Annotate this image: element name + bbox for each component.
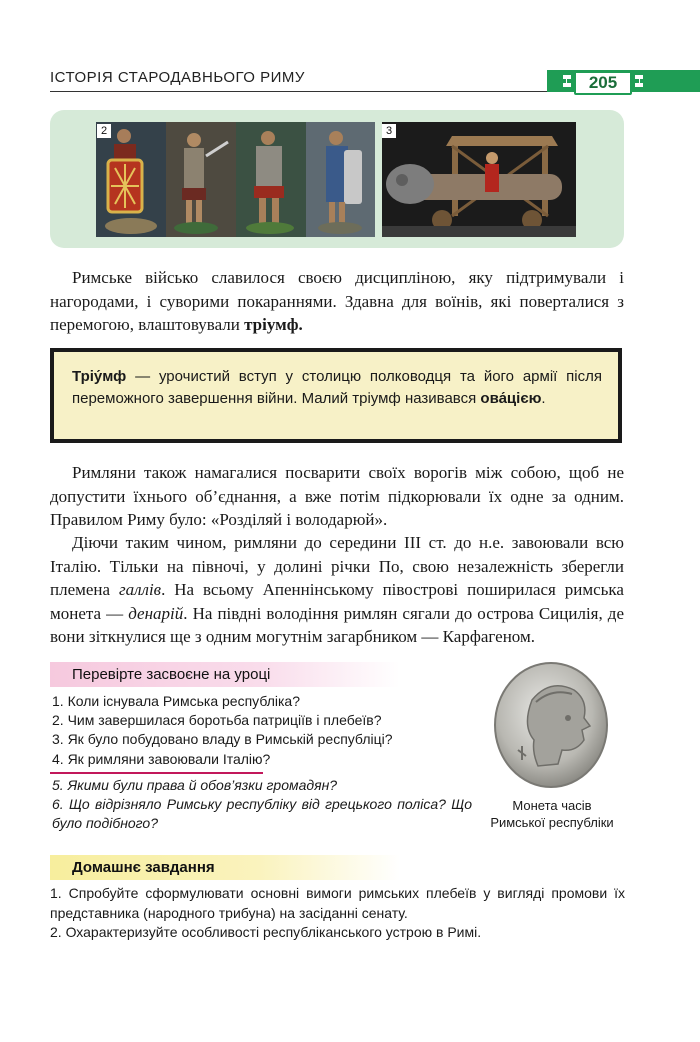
caption-line: Римської республіки [490,815,614,830]
header-rule [50,91,547,92]
paragraph-text: . На півдні володіння римлян сягали до острова Сицилія, де вони зіткнулися ще з одним могутнім загарбником — Карфагеном. [50,603,624,646]
paragraph-text: Римське військо славилося своєю дисципліною, яку підтримували і нагородами, і суворими покараннями. Здавна для воїнів, які поверталися з перемогою, влаштовували [50,268,624,334]
paragraph-text: . На всьому Апеннінському півострові поширилася римська монета — [50,580,624,623]
review-heading: Перевірте засвоєне на уроці [50,662,400,687]
italic-term: денарій [128,603,184,623]
body-paragraph [50,531,624,649]
body-paragraph: Римляни також намагалися посварити своїх ворогів між собою, щоб не допустити їхнього об’єднання, а вже потім підкорювали їх одне за одним. Правилом Риму було: «Розділяй і володарюй». [50,463,624,529]
running-header-title: ІСТОРІЯ СТАРОДАВНЬОГО РИМУ [50,69,305,86]
definition-end: . [541,389,546,407]
siege-ram-photo [382,122,576,237]
questions-divider [50,772,263,774]
ornament-icon [634,74,644,88]
page-number: 205 [574,71,632,95]
definition-text [72,366,602,409]
definition-term: ова́цією [480,389,542,407]
figure-number: 3 [382,124,396,138]
definition-term: Тріу́мф [72,368,127,385]
roman-coin-image [492,660,610,790]
basic-questions-list [52,692,472,769]
list-item: 3. Як було побудовано владу в Римській республіці? [52,731,393,748]
list-item: 2. Охарактеризуйте особливості республіканського устрою в Римі. [50,924,482,940]
coin-caption [477,797,627,831]
legionary-figures-illustration [96,122,375,237]
list-item: 1. Коли існувала Римська республіка? [52,693,301,709]
list-item: 1. Спробуйте сформулювати основні вимоги римських плебеїв у вигляді промови їх представника (народного трибуна) на засіданні сенату. [50,885,625,921]
definition-body: — урочистий вступ у столицю полководця та його армії після переможного завершення війни. Малий тріумф називався [72,368,602,407]
figure-number: 2 [97,124,111,138]
list-item: 5. Якими були права й обов’язки громадян? [52,777,338,793]
siege-ram-illustration [382,122,576,237]
list-item: 4. Як римляни завоювали Італію? [52,750,271,767]
ornament-icon [562,74,572,88]
caption-line: Монета часів [512,798,592,813]
key-term: тріумф. [244,315,303,334]
advanced-questions-list [52,776,472,834]
legionary-figures-photo [96,122,375,237]
list-item: 6. Що відрізняло Римську республіку від грецького поліса? Що було подібного? [52,796,472,832]
italic-term: галлів [119,580,162,599]
homework-heading: Домашнє завдання [50,855,400,880]
homework-list [50,884,625,943]
paragraph-text: Діючи таким чином, римляни до середини ІІІ ст. до н.е. завоювали всю Італію. Тільки на півночі, у долині річки По, свою незалежність зберегли племена [50,533,624,599]
list-item: 2. Чим завершилася боротьба патриціїв і плебеїв? [52,712,382,729]
body-paragraph [50,266,624,337]
